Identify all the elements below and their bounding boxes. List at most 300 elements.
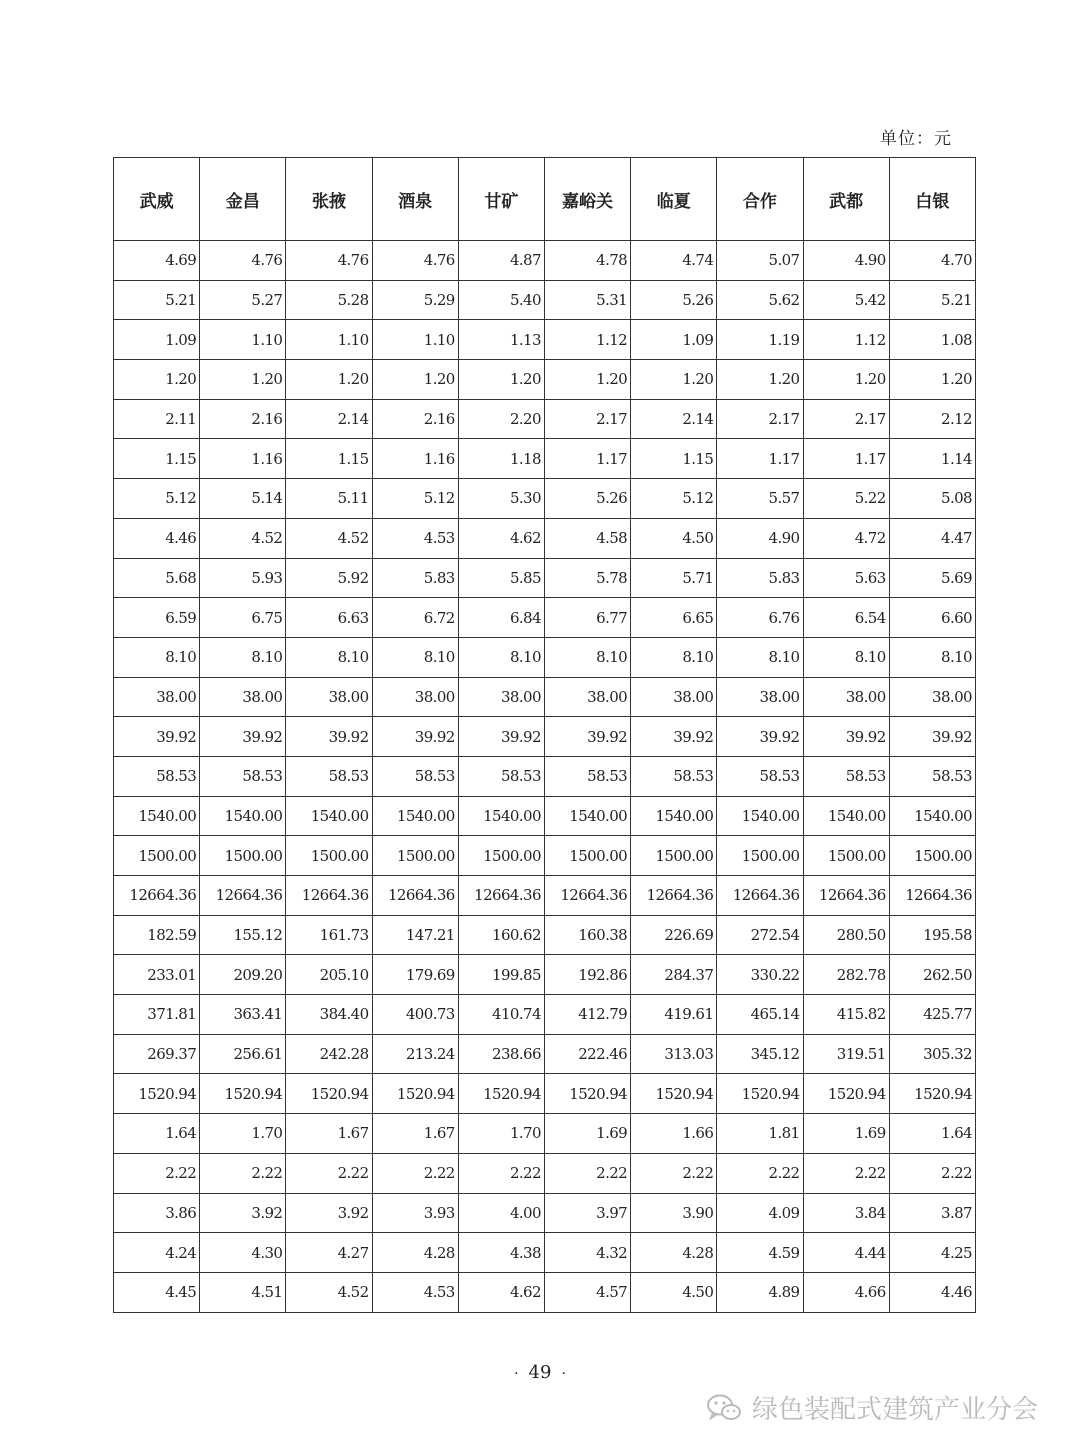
table-cell: 5.26 (631, 280, 717, 320)
table-row (114, 796, 976, 836)
table-cell: 1.69 (544, 1114, 630, 1154)
table-cell: 2.17 (717, 399, 803, 439)
table-cell: 1.20 (631, 360, 717, 400)
table-cell: 371.81 (114, 995, 200, 1035)
table-row (114, 518, 976, 558)
column-header: 嘉峪关 (544, 158, 630, 241)
table-cell: 4.32 (544, 1233, 630, 1273)
table-cell: 161.73 (286, 915, 372, 955)
table-cell: 5.62 (717, 280, 803, 320)
table-cell: 1520.94 (544, 1074, 630, 1114)
table-cell: 1.20 (544, 360, 630, 400)
table-cell: 39.92 (200, 717, 286, 757)
table-cell: 2.20 (458, 399, 544, 439)
table-cell: 242.28 (286, 1034, 372, 1074)
table-cell: 1540.00 (114, 796, 200, 836)
unit-label: 单位：元 (880, 129, 952, 149)
table-row (114, 915, 976, 955)
table-cell: 1.20 (372, 360, 458, 400)
table-cell: 1500.00 (803, 836, 889, 876)
table-cell: 4.74 (631, 241, 717, 281)
table-cell: 5.83 (717, 558, 803, 598)
table-cell: 5.22 (803, 479, 889, 519)
table-cell: 1540.00 (544, 796, 630, 836)
table-cell: 39.92 (631, 717, 717, 757)
table-cell: 4.78 (544, 241, 630, 281)
table-cell: 2.22 (889, 1153, 975, 1193)
table-cell: 58.53 (286, 756, 372, 796)
table-cell: 1500.00 (889, 836, 975, 876)
table-cell: 425.77 (889, 995, 975, 1035)
table-row (114, 439, 976, 479)
table-cell: 2.22 (717, 1153, 803, 1193)
table-cell: 1.64 (889, 1114, 975, 1154)
table-cell: 1.15 (114, 439, 200, 479)
table-cell: 2.12 (889, 399, 975, 439)
table-cell: 8.10 (286, 637, 372, 677)
table-cell: 58.53 (889, 756, 975, 796)
table-cell: 2.22 (544, 1153, 630, 1193)
table-cell: 5.92 (286, 558, 372, 598)
table-cell: 1.81 (717, 1114, 803, 1154)
table-cell: 412.79 (544, 995, 630, 1035)
table-cell: 38.00 (631, 677, 717, 717)
table-cell: 256.61 (200, 1034, 286, 1074)
table-cell: 1500.00 (286, 836, 372, 876)
table-cell: 1520.94 (717, 1074, 803, 1114)
column-header: 张掖 (286, 158, 372, 241)
table-cell: 58.53 (200, 756, 286, 796)
table-cell: 3.92 (286, 1193, 372, 1233)
table-cell: 233.01 (114, 955, 200, 995)
table-cell: 1540.00 (803, 796, 889, 836)
table-cell: 4.87 (458, 241, 544, 281)
table-cell: 280.50 (803, 915, 889, 955)
table-cell: 160.38 (544, 915, 630, 955)
watermark-text: 绿色装配式建筑产业分会 (752, 1395, 1039, 1425)
table-cell: 2.22 (458, 1153, 544, 1193)
table-cell: 1.17 (717, 439, 803, 479)
table-cell: 195.58 (889, 915, 975, 955)
table-cell: 5.69 (889, 558, 975, 598)
table-cell: 39.92 (114, 717, 200, 757)
table-cell: 38.00 (200, 677, 286, 717)
table-cell: 6.59 (114, 598, 200, 638)
table-cell: 58.53 (631, 756, 717, 796)
column-header: 武都 (803, 158, 889, 241)
table-cell: 465.14 (717, 995, 803, 1035)
table-cell: 1540.00 (717, 796, 803, 836)
table-row (114, 1153, 976, 1193)
table-cell: 4.50 (631, 518, 717, 558)
column-header: 合作 (717, 158, 803, 241)
table-cell: 4.28 (631, 1233, 717, 1273)
table-cell: 1.09 (631, 320, 717, 360)
table-cell: 5.12 (114, 479, 200, 519)
table-cell: 1.10 (286, 320, 372, 360)
table-cell: 4.09 (717, 1193, 803, 1233)
table-cell: 1.20 (889, 360, 975, 400)
table-row (114, 1272, 976, 1312)
table-cell: 38.00 (544, 677, 630, 717)
table-cell: 4.62 (458, 518, 544, 558)
table-cell: 4.76 (372, 241, 458, 281)
table-cell: 6.60 (889, 598, 975, 638)
table-cell: 4.72 (803, 518, 889, 558)
table-cell: 3.84 (803, 1193, 889, 1233)
table-cell: 1.20 (458, 360, 544, 400)
table-cell: 4.66 (803, 1272, 889, 1312)
table-cell: 4.52 (286, 518, 372, 558)
table-cell: 1.20 (717, 360, 803, 400)
table-cell: 209.20 (200, 955, 286, 995)
table-cell: 58.53 (372, 756, 458, 796)
table-cell: 1.08 (889, 320, 975, 360)
table-cell: 262.50 (889, 955, 975, 995)
table-cell: 4.46 (889, 1272, 975, 1312)
table-cell: 284.37 (631, 955, 717, 995)
table-cell: 58.53 (717, 756, 803, 796)
table-row (114, 360, 976, 400)
table-cell: 4.00 (458, 1193, 544, 1233)
table-cell: 305.32 (889, 1034, 975, 1074)
table-cell: 4.89 (717, 1272, 803, 1312)
table-cell: 38.00 (372, 677, 458, 717)
table-cell: 272.54 (717, 915, 803, 955)
table-cell: 4.59 (717, 1233, 803, 1273)
table-cell: 12664.36 (803, 876, 889, 916)
table-cell: 6.76 (717, 598, 803, 638)
table-cell: 1.12 (544, 320, 630, 360)
table-cell: 4.45 (114, 1272, 200, 1312)
table-cell: 4.25 (889, 1233, 975, 1273)
table-cell: 1500.00 (114, 836, 200, 876)
table-cell: 6.77 (544, 598, 630, 638)
table-cell: 1540.00 (200, 796, 286, 836)
table-cell: 6.65 (631, 598, 717, 638)
table-cell: 8.10 (458, 637, 544, 677)
table-cell: 2.17 (803, 399, 889, 439)
table-cell: 4.76 (286, 241, 372, 281)
table-cell: 12664.36 (372, 876, 458, 916)
table-cell: 410.74 (458, 995, 544, 1035)
table-cell: 5.21 (889, 280, 975, 320)
table-cell: 2.22 (114, 1153, 200, 1193)
table-cell: 345.12 (717, 1034, 803, 1074)
table-row (114, 320, 976, 360)
table-cell: 39.92 (544, 717, 630, 757)
table-row (114, 399, 976, 439)
table-row (114, 1114, 976, 1154)
table-cell: 4.76 (200, 241, 286, 281)
table-cell: 155.12 (200, 915, 286, 955)
table-cell: 1500.00 (372, 836, 458, 876)
table-cell: 1.69 (803, 1114, 889, 1154)
table-row (114, 995, 976, 1035)
table-cell: 2.16 (372, 399, 458, 439)
table-cell: 38.00 (717, 677, 803, 717)
table-cell: 1520.94 (458, 1074, 544, 1114)
table-cell: 12664.36 (889, 876, 975, 916)
wechat-icon (706, 1393, 742, 1423)
table-cell: 5.93 (200, 558, 286, 598)
table-cell: 5.12 (631, 479, 717, 519)
table-cell: 1.15 (631, 439, 717, 479)
table-cell: 1520.94 (889, 1074, 975, 1114)
table-cell: 3.93 (372, 1193, 458, 1233)
table-cell: 38.00 (889, 677, 975, 717)
table-cell: 2.11 (114, 399, 200, 439)
table-row (114, 558, 976, 598)
table-cell: 1.10 (200, 320, 286, 360)
table-cell: 4.27 (286, 1233, 372, 1273)
table-cell: 182.59 (114, 915, 200, 955)
table-cell: 5.78 (544, 558, 630, 598)
table-cell: 4.24 (114, 1233, 200, 1273)
table-cell: 4.52 (286, 1272, 372, 1312)
table-row (114, 876, 976, 916)
column-header: 金昌 (200, 158, 286, 241)
table-cell: 5.28 (286, 280, 372, 320)
watermark (706, 1389, 1038, 1426)
table-cell: 8.10 (631, 637, 717, 677)
table-cell: 179.69 (372, 955, 458, 995)
page-number-value: 49 (528, 1362, 552, 1383)
table-cell: 58.53 (544, 756, 630, 796)
table-cell: 1520.94 (803, 1074, 889, 1114)
table-cell: 8.10 (717, 637, 803, 677)
table-cell: 205.10 (286, 955, 372, 995)
table-cell: 5.14 (200, 479, 286, 519)
table-cell: 415.82 (803, 995, 889, 1035)
table-cell: 6.75 (200, 598, 286, 638)
table-cell: 5.21 (114, 280, 200, 320)
table-cell: 2.22 (372, 1153, 458, 1193)
table-cell: 4.58 (544, 518, 630, 558)
table-cell: 1.64 (114, 1114, 200, 1154)
table-cell: 2.14 (631, 399, 717, 439)
table-cell: 38.00 (286, 677, 372, 717)
table-cell: 4.90 (803, 241, 889, 281)
table-cell: 1.70 (458, 1114, 544, 1154)
table-cell: 39.92 (458, 717, 544, 757)
table-row (114, 479, 976, 519)
table-cell: 1540.00 (372, 796, 458, 836)
table-cell: 39.92 (803, 717, 889, 757)
table-cell: 3.90 (631, 1193, 717, 1233)
table-cell: 4.46 (114, 518, 200, 558)
table-cell: 1.20 (286, 360, 372, 400)
table-cell: 1.09 (114, 320, 200, 360)
table-cell: 12664.36 (200, 876, 286, 916)
table-cell: 1500.00 (544, 836, 630, 876)
column-header: 临夏 (631, 158, 717, 241)
table-row (114, 1193, 976, 1233)
table-cell: 39.92 (286, 717, 372, 757)
table-cell: 5.30 (458, 479, 544, 519)
table-cell: 1.70 (200, 1114, 286, 1154)
table-cell: 1500.00 (458, 836, 544, 876)
table-cell: 3.87 (889, 1193, 975, 1233)
table-cell: 1500.00 (717, 836, 803, 876)
table-row (114, 756, 976, 796)
table-cell: 4.28 (372, 1233, 458, 1273)
table-cell: 4.38 (458, 1233, 544, 1273)
table-cell: 8.10 (803, 637, 889, 677)
table-cell: 1.67 (286, 1114, 372, 1154)
table-cell: 2.22 (631, 1153, 717, 1193)
table-cell: 8.10 (544, 637, 630, 677)
table-cell: 1.66 (631, 1114, 717, 1154)
table-cell: 5.57 (717, 479, 803, 519)
table-cell: 1.15 (286, 439, 372, 479)
table-cell: 330.22 (717, 955, 803, 995)
table-cell: 1540.00 (631, 796, 717, 836)
table-cell: 4.90 (717, 518, 803, 558)
table-cell: 4.52 (200, 518, 286, 558)
table-cell: 3.86 (114, 1193, 200, 1233)
table-cell: 2.14 (286, 399, 372, 439)
table-cell: 160.62 (458, 915, 544, 955)
table-cell: 5.71 (631, 558, 717, 598)
table-cell: 1540.00 (458, 796, 544, 836)
table-row (114, 637, 976, 677)
table-cell: 1.12 (803, 320, 889, 360)
table-cell: 1540.00 (889, 796, 975, 836)
table-row (114, 598, 976, 638)
table-cell: 1.13 (458, 320, 544, 360)
table-cell: 269.37 (114, 1034, 200, 1074)
table-cell: 4.53 (372, 1272, 458, 1312)
table-cell: 419.61 (631, 995, 717, 1035)
table-cell: 4.69 (114, 241, 200, 281)
table-cell: 5.26 (544, 479, 630, 519)
table-cell: 5.68 (114, 558, 200, 598)
table-body (114, 241, 976, 1313)
table-row (114, 677, 976, 717)
page-number (0, 1362, 1080, 1383)
table-cell: 1520.94 (114, 1074, 200, 1114)
table-cell: 1.14 (889, 439, 975, 479)
table-cell: 5.07 (717, 241, 803, 281)
table-cell: 1.17 (803, 439, 889, 479)
table-cell: 384.40 (286, 995, 372, 1035)
table-cell: 58.53 (114, 756, 200, 796)
table-cell: 1.16 (200, 439, 286, 479)
table-cell: 199.85 (458, 955, 544, 995)
table-cell: 2.22 (803, 1153, 889, 1193)
table-cell: 8.10 (200, 637, 286, 677)
table-cell: 12664.36 (114, 876, 200, 916)
table-cell: 1.17 (544, 439, 630, 479)
table-cell: 12664.36 (544, 876, 630, 916)
table-cell: 3.97 (544, 1193, 630, 1233)
table-cell: 38.00 (114, 677, 200, 717)
page-dot-left: · (514, 1366, 519, 1382)
table-cell: 400.73 (372, 995, 458, 1035)
table-cell: 1540.00 (286, 796, 372, 836)
table-cell: 5.29 (372, 280, 458, 320)
table-cell: 58.53 (803, 756, 889, 796)
table-cell: 1.16 (372, 439, 458, 479)
table-cell: 222.46 (544, 1034, 630, 1074)
table-cell: 6.63 (286, 598, 372, 638)
table-header-row (114, 158, 976, 241)
table-row (114, 1034, 976, 1074)
table-cell: 4.57 (544, 1272, 630, 1312)
table-cell: 12664.36 (458, 876, 544, 916)
table-cell: 192.86 (544, 955, 630, 995)
table-row (114, 280, 976, 320)
table-cell: 5.40 (458, 280, 544, 320)
table-cell: 2.17 (544, 399, 630, 439)
table-cell: 5.08 (889, 479, 975, 519)
table-cell: 12664.36 (717, 876, 803, 916)
table-cell: 313.03 (631, 1034, 717, 1074)
column-header: 武威 (114, 158, 200, 241)
table-cell: 38.00 (458, 677, 544, 717)
table-cell: 8.10 (114, 637, 200, 677)
table-cell: 4.70 (889, 241, 975, 281)
table-cell: 4.30 (200, 1233, 286, 1273)
table-row (114, 1233, 976, 1273)
table-cell: 4.51 (200, 1272, 286, 1312)
table-row (114, 241, 976, 281)
table-cell: 5.42 (803, 280, 889, 320)
table-cell: 1500.00 (200, 836, 286, 876)
table-cell: 147.21 (372, 915, 458, 955)
table-cell: 4.53 (372, 518, 458, 558)
table-cell: 1.67 (372, 1114, 458, 1154)
table-cell: 58.53 (458, 756, 544, 796)
table-cell: 39.92 (717, 717, 803, 757)
table-cell: 1.20 (200, 360, 286, 400)
table-cell: 2.22 (286, 1153, 372, 1193)
table-cell: 238.66 (458, 1034, 544, 1074)
table-cell: 6.72 (372, 598, 458, 638)
page-dot-right: · (561, 1366, 566, 1382)
table-cell: 39.92 (889, 717, 975, 757)
column-header: 酒泉 (372, 158, 458, 241)
table-cell: 1520.94 (372, 1074, 458, 1114)
table-cell: 1520.94 (200, 1074, 286, 1114)
table-cell: 8.10 (372, 637, 458, 677)
table-cell: 4.50 (631, 1272, 717, 1312)
table-cell: 5.12 (372, 479, 458, 519)
table-cell: 5.85 (458, 558, 544, 598)
table-cell: 1.20 (803, 360, 889, 400)
price-table (113, 157, 976, 1313)
table-cell: 1.20 (114, 360, 200, 400)
table-cell: 5.31 (544, 280, 630, 320)
table-cell: 2.16 (200, 399, 286, 439)
table-cell: 5.63 (803, 558, 889, 598)
table-cell: 5.27 (200, 280, 286, 320)
table-cell: 6.54 (803, 598, 889, 638)
table-cell: 1500.00 (631, 836, 717, 876)
table-cell: 1.19 (717, 320, 803, 360)
table-row (114, 717, 976, 757)
table-cell: 4.62 (458, 1272, 544, 1312)
table-cell: 363.41 (200, 995, 286, 1035)
table-cell: 3.92 (200, 1193, 286, 1233)
table-row (114, 836, 976, 876)
table-cell: 319.51 (803, 1034, 889, 1074)
table-cell: 4.44 (803, 1233, 889, 1273)
table-cell: 1.18 (458, 439, 544, 479)
table-cell: 38.00 (803, 677, 889, 717)
table-cell: 12664.36 (631, 876, 717, 916)
